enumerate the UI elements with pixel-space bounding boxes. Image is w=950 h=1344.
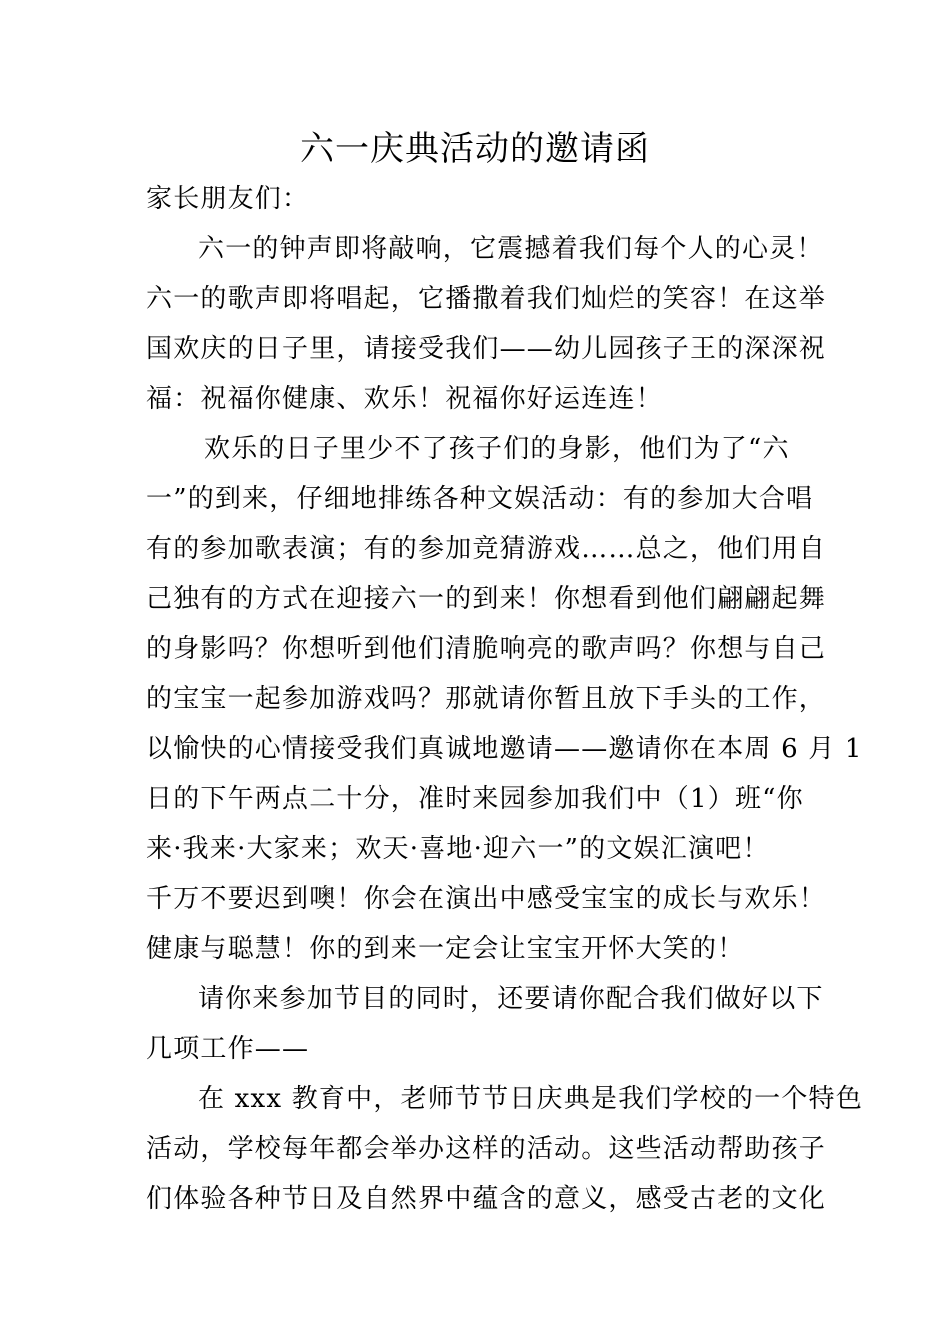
paragraph-line: 六一的钟声即将敲响，它震撼着我们每个人的心灵！ bbox=[198, 234, 824, 264]
paragraph-line: 千万不要迟到噢！你会在演出中感受宝宝的成长与欢乐！ bbox=[146, 884, 827, 914]
paragraph-line: 己独有的方式在迎接六一的到来！你想看到他们翩翩起舞 bbox=[146, 584, 827, 614]
paragraph-line: 日的下午两点二十分，准时来园参加我们中（1）班“你 bbox=[146, 784, 804, 814]
paragraph-line: 以愉快的心情接受我们真诚地邀请——邀请你在本周 6 月 1 bbox=[146, 734, 863, 764]
paragraph-line: 在 xxx 教育中，老师节节日庆典是我们学校的一个特色 bbox=[198, 1084, 863, 1114]
document-title: 六一庆典活动的邀请函 bbox=[300, 129, 650, 169]
paragraph-line: 来·我来·大家来；欢天·喜地·迎六一”的文娱汇演吧！ bbox=[146, 834, 770, 864]
paragraph-line: 欢乐的日子里少不了孩子们的身影，他们为了“六 bbox=[204, 434, 790, 464]
paragraph-line: 们体验各种节日及自然界中蕴含的意义，感受古老的文化 bbox=[146, 1184, 827, 1214]
paragraph-line: 一”的到来，仔细地排练各种文娱活动：有的参加大合唱 bbox=[146, 484, 814, 514]
paragraph-line: 几项工作—— bbox=[146, 1034, 310, 1064]
paragraph-line: 健康与聪慧！你的到来一定会让宝宝开怀大笑的！ bbox=[146, 934, 745, 964]
paragraph-line: 的身影吗？你想听到他们清脆响亮的歌声吗？你想与自己 bbox=[146, 634, 827, 664]
paragraph-line: 请你来参加节目的同时，还要请你配合我们做好以下 bbox=[198, 984, 824, 1014]
paragraph-line: 六一的歌声即将唱起，它播撒着我们灿烂的笑容！在这举 bbox=[146, 284, 827, 314]
paragraph-line: 福：祝福你健康、欢乐！祝福你好运连连！ bbox=[146, 384, 663, 414]
paragraph-line: 活动，学校每年都会举办这样的活动。这些活动帮助孩子 bbox=[146, 1134, 827, 1164]
paragraph-line: 的宝宝一起参加游戏吗？那就请你暂且放下手头的工作， bbox=[146, 684, 827, 714]
salutation-line: 家长朋友们： bbox=[146, 184, 310, 214]
paragraph-line: 国欢庆的日子里，请接受我们——幼儿园孩子王的深深祝 bbox=[146, 334, 827, 364]
paragraph-line: 有的参加歌表演；有的参加竞猜游戏……总之，他们用自 bbox=[146, 534, 827, 564]
